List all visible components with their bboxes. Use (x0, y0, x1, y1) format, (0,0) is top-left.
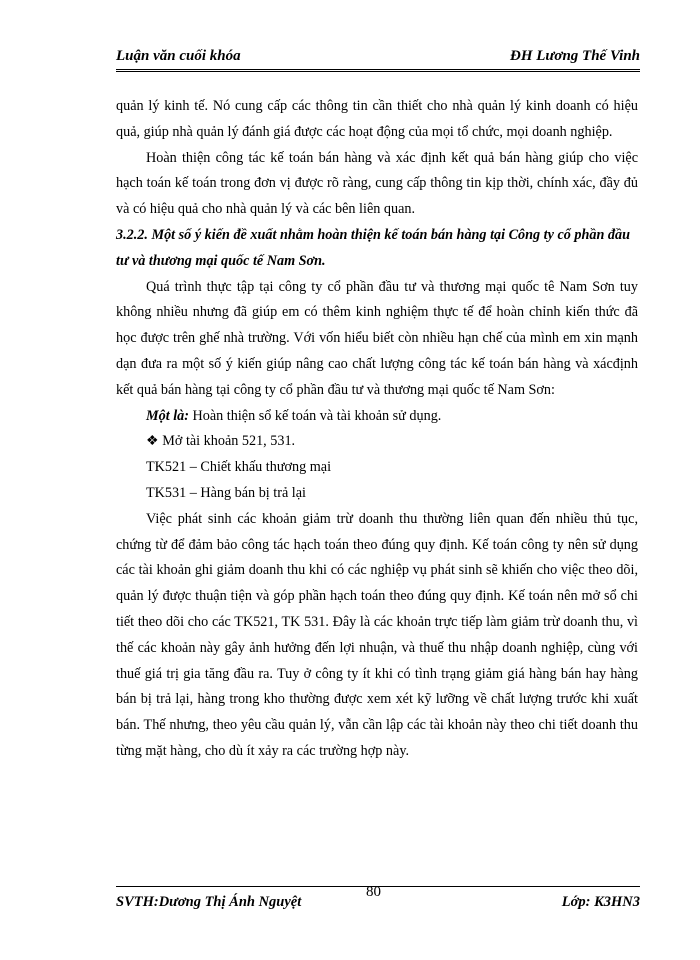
paragraph-improvement: Hoàn thiện công tác kế toán bán hàng và xác định kết quả bán hàng giúp cho việc hạch toán kế toán trong đơn vị được rõ ràng, cung cấp thông tin kịp thời, chính xác, đầy đủ và có hiệu quả cho nhà quản lý và các bên liên quan. (116, 149, 638, 218)
page-body (116, 94, 638, 765)
section-heading: 3.2.2. Một số ý kiến đề xuất nhằm hoàn thiện kế toán bán hàng tại Công ty cổ phần đầu tư và thương mại quốc tế Nam Sơn. (116, 226, 630, 269)
paragraph-internship: Quá trình thực tập tại công ty cổ phần đầu tư và thương mại quốc tê Nam Sơn tuy không nhiều nhưng đã giúp em có thêm kinh nghiệm thực tế để hoàn chỉnh kiến thức đã học được trên ghế nhà trường. Với vốn hiểu biết còn nhiều hạn chế của mình em xin mạnh dạn đưa ra một số ý kiến giúp nâng cao chất lượng công tác kế toán bán hàng và xácđịnh kết quả bán hàng tại công ty cổ phần đầu tư và thương mại quốc tế Nam Sơn: (116, 278, 638, 398)
bullet-item (116, 429, 638, 455)
account-tk531: TK531 – Hàng bán bị trả lại (146, 484, 306, 501)
page-number: 80 (366, 884, 381, 900)
header-university: ĐH Lương Thế Vinh (510, 48, 640, 64)
list-item-label: Một là: (146, 407, 189, 424)
bullet-text: Mở tài khoản 521, 531. (158, 433, 296, 450)
page-header (116, 44, 640, 68)
paragraph-deductions: Việc phát sinh các khoản giảm trừ doanh thu thường liên quan đến nhiều thủ tục, chứng từ để đảm bảo công tác hạch toán theo đúng quy định. Kế toán công ty nên sử dụng các tài khoản ghi giảm doanh thu khi có các nghiệp vụ phát sinh sẽ khiến cho việc theo dõi, quản lý được thuận tiện và góp phần hạch toán theo đúng quy định. Kế toán nên mở sổ chi tiết theo dõi cho các TK521, TK 531. Đây là các khoản trực tiếp làm giảm trừ doanh thu, vì thế các khoản này gây ảnh hưởng đến lợi nhuận, và thuế thu nhập doanh nghiệp, cùng với thuế giá trị gia tăng đầu ra. Tuy ở công ty ít khi có tình trạng giảm giá hàng bán hay hàng bán bị trả lại, hàng trong kho thường được xem xét kỹ lưỡng về chất lượng trước khi xuất bán. Thế nhưng, theo yêu cầu quản lý, vẫn cần lập các tài khoản này theo chi tiết doanh thu từng mặt hàng, cho dù ít xảy ra các trường hợp này. (116, 510, 638, 759)
account-tk521: TK521 – Chiết khấu thương mại (146, 459, 332, 476)
paragraph-intro-continued: quản lý kinh tế. Nó cung cấp các thông tin cần thiết cho nhà quản lý kinh doanh có hiệu quả, giúp nhà quản lý đánh giá được các hoạt động của mọi tổ chức, mọi doanh nghiệp. (116, 98, 638, 140)
footer-student: SVTH:Dương Thị Ánh Nguyệt (116, 894, 302, 910)
header-thesis-title: Luận văn cuối khóa (116, 48, 241, 64)
header-rule (116, 69, 640, 72)
page-footer (116, 884, 640, 914)
diamond-bullet-icon: ❖ (146, 433, 159, 450)
list-item-first (116, 404, 638, 430)
footer-class: Lớp: K3HN3 (561, 894, 640, 910)
list-item-text: Hoàn thiện sổ kế toán và tài khoản sử dụng. (188, 407, 442, 424)
